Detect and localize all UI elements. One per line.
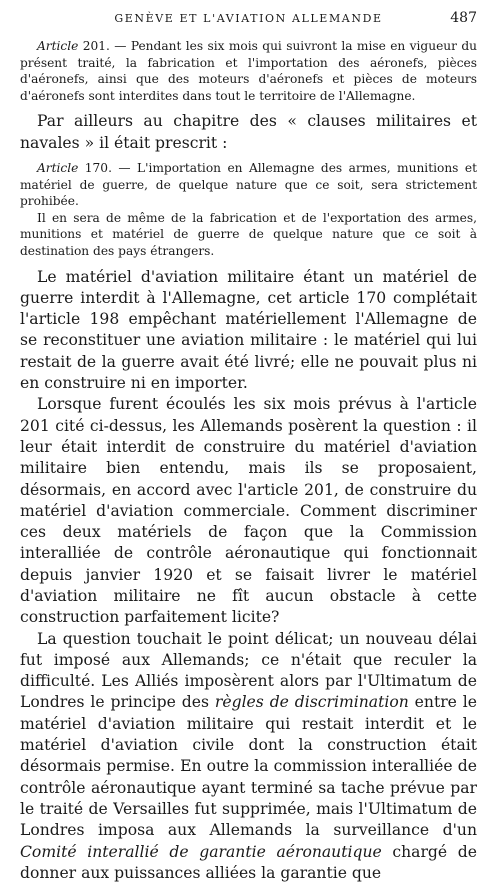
body-paragraph-1: Le matériel d'aviation militaire étant un matériel de guerre interdit à l'Allemagne, cet article 170 complétait l'article 198 empêchant matériellement l'Allemagne de se reconstituer une aviation militaire : le matériel qui lui restait de la guerre avait été livré; elle ne pouvait plus ni en construire ni en importer. bbox=[20, 267, 477, 393]
article-201-label: Article bbox=[37, 39, 79, 53]
article-170-quote bbox=[20, 160, 477, 210]
emphasis-comite-interallie: Comité interallié de garantie aéronautique bbox=[20, 842, 382, 861]
article-170-text: — L'importation en Allemagne des armes, munitions et matériel de guerre, de quelque nature que ce soit, sera strictement prohibée. bbox=[20, 160, 477, 209]
article-170-second-paragraph: Il en sera de même de la fabrication et de l'exportation des armes, munitions et matériel de guerre de quelque nature que ce soit à destination des pays étrangers. bbox=[20, 210, 477, 258]
body-paragraph-2: Lorsque furent écoulés les six mois prévus à l'article 201 cité ci-dessus, les Allemands posèrent la question : il leur était interdit de construire du matériel d'aviation militaire bien entendu, mais ils se proposaient, désormais, en accord avec l'article 201, de construire du matériel d'aviation commerciale. Comment discriminer ces deux matériels de façon que la Commission interalliée de contrôle aéronautique qui fonctionnait depuis janvier 1920 et se faisait livrer le matériel d'aviation militaire ne fît aucun obstacle à cette construction parfaitement licite? bbox=[20, 395, 477, 627]
page-number: 487 bbox=[450, 10, 477, 26]
transition-paragraph: Par ailleurs au chapitre des « clauses militaires et navales » il était prescrit : bbox=[20, 112, 477, 152]
body-paragraph-3-part-b: entre le matériel d'aviation militaire qui restait interdit et le matériel d'aviation civile dont la construction était désormais permise. En outre la commission interalliée de contrôle aéronautique ayant terminé sa tache prévue par le traité de Versailles fut supprimée, mais l'Ultimatum de Londres imposa aux Allemands la surveillance d'un bbox=[20, 693, 478, 840]
body-paragraph-3 bbox=[20, 629, 477, 884]
article-170-label: Article bbox=[37, 160, 79, 175]
article-201-text: — Pendant les six mois qui suivront la mise en vigueur du présent traité, la fabrication et l'importation des aéronefs, pièces d'aéronefs, ainsi que des moteurs d'aéronefs et pièces de moteurs d'aéronefs sont interdites dans tout le territoire de l'Allemagne. bbox=[20, 39, 477, 103]
emphasis-regles-de-discrimination: règles de discrimination bbox=[214, 693, 409, 712]
article-170-number: 170. bbox=[78, 160, 112, 175]
article-201-quote bbox=[20, 38, 477, 104]
running-head bbox=[20, 10, 477, 38]
body-paragraph-3-part-a: La question touchait le point délicat; un nouveau délai fut imposé aux Allemands; ce n'était que reculer la difficulté. Les Alliés imposèrent alors par l'Ultimatum de Londres le principe des bbox=[20, 629, 477, 712]
article-201-number: 201. bbox=[78, 39, 110, 53]
running-title: GENÈVE ET L'AVIATION ALLEMANDE bbox=[114, 12, 383, 25]
body-paragraph-3-part-c: chargé de donner aux puissances alliées la garantie que bbox=[20, 842, 477, 882]
